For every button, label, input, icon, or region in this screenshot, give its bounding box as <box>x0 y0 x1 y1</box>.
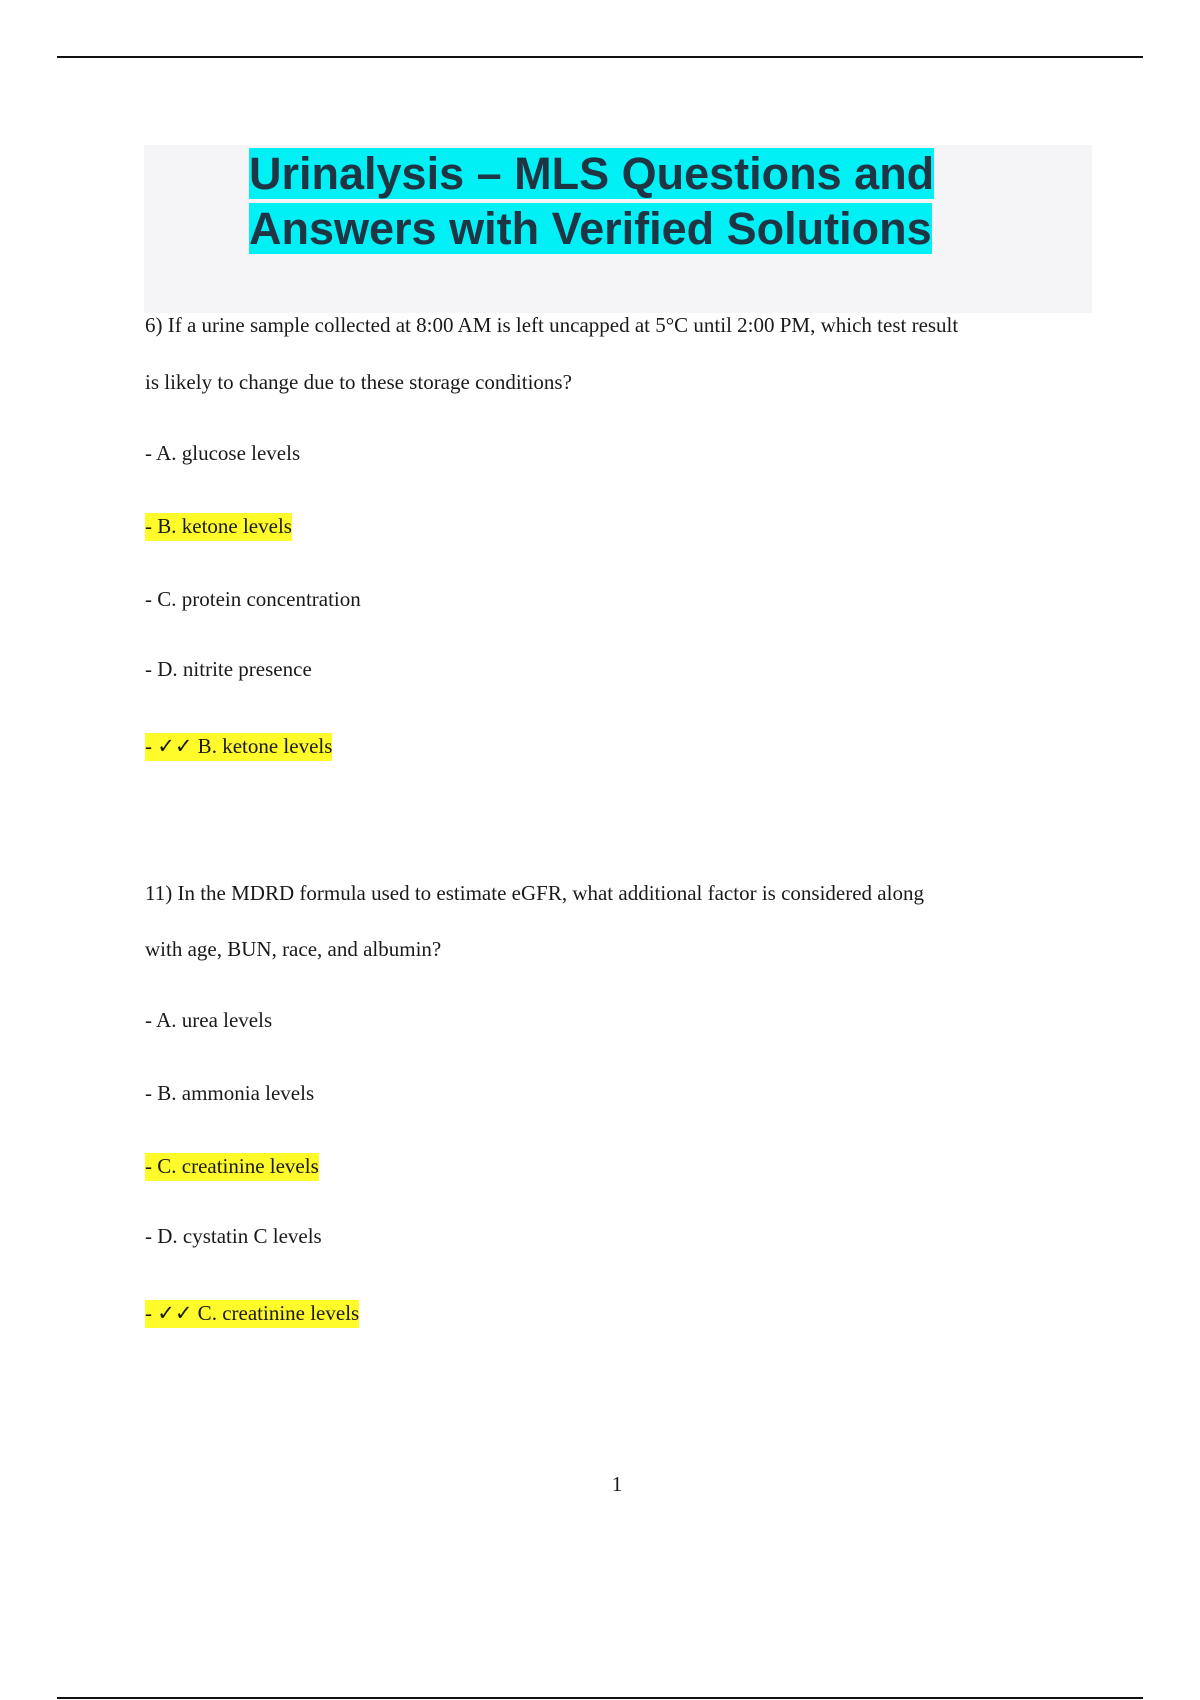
option-item: - C. protein concentration <box>145 587 361 611</box>
option-item-highlighted <box>145 514 292 538</box>
question-stem-line: with age, BUN, race, and albumin? <box>145 937 442 961</box>
question-stem-line: 11) In the MDRD formula used to estimate eGFR, what additional factor is considered along <box>145 881 924 905</box>
footer-rule <box>57 1697 1143 1699</box>
answer-highlight: - ✓✓ B. ketone levels <box>145 733 332 761</box>
page-number: 1 <box>611 1472 623 1496</box>
document-title <box>249 146 985 256</box>
title-highlight: Urinalysis – MLS Questions and Answers with Verified Solutions <box>249 148 935 254</box>
question-stem-line: is likely to change due to these storage conditions? <box>145 370 572 394</box>
option-item-highlighted <box>145 1154 319 1178</box>
option-highlight: - C. creatinine levels <box>145 1153 319 1181</box>
option-item: - D. cystatin C levels <box>145 1224 322 1248</box>
answer-highlight: - ✓✓ C. creatinine levels <box>145 1300 359 1328</box>
option-item: - D. nitrite presence <box>145 657 312 681</box>
header-rule <box>57 56 1143 58</box>
answer-line <box>145 1301 359 1325</box>
option-highlight: - B. ketone levels <box>145 513 292 541</box>
option-item: - A. glucose levels <box>145 441 301 465</box>
answer-line <box>145 734 332 758</box>
option-item: - B. ammonia levels <box>145 1081 315 1105</box>
question-stem-line: 6) If a urine sample collected at 8:00 AM is left uncapped at 5°C until 2:00 PM, which test result <box>145 313 959 337</box>
option-item: - A. urea levels <box>145 1008 273 1032</box>
